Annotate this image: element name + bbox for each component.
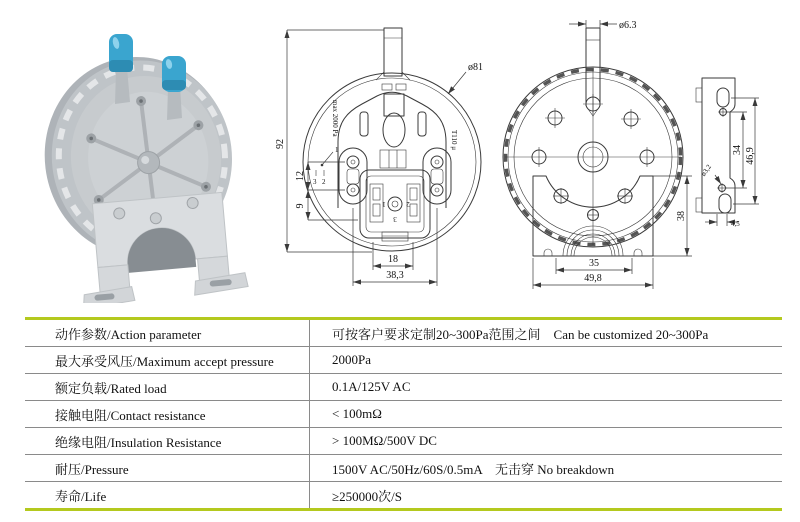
contact-schematic <box>313 146 339 186</box>
table-row <box>25 482 782 508</box>
table-row <box>25 320 782 347</box>
spec-label: 耐压/Pressure <box>25 455 310 481</box>
product-photo <box>30 8 265 303</box>
spec-label: 动作参数/Action parameter <box>25 320 310 346</box>
back-view-drawing <box>495 8 800 300</box>
spec-label: 最大承受风压/Maximum accept pressure <box>25 347 310 373</box>
table-row <box>25 455 782 482</box>
table-row <box>25 347 782 374</box>
lever-tab <box>376 28 410 80</box>
dim-9-label: 9 <box>295 203 306 209</box>
dimension-dia6-3 <box>569 20 637 31</box>
mounting-bracket <box>74 191 248 303</box>
max-pressure-marking: max 2000 Pa <box>331 100 339 137</box>
schematic-1-label: 1 <box>335 146 339 154</box>
spec-label: 绝缘电阻/Insulation Resistance <box>25 428 310 454</box>
dim-34-label: 34 <box>732 145 743 155</box>
spec-label: 寿命/Life <box>25 482 310 508</box>
spec-value: 1500V AC/50Hz/60S/0.5mA 无击穿 No breakdown <box>332 461 615 477</box>
bracket-side-view <box>696 78 735 213</box>
dim-46-9-label: 46,9 <box>745 147 756 165</box>
dimension-dia81 <box>448 62 483 94</box>
spec-label: 接触电阻/Contact resistance <box>25 401 310 427</box>
dim-18-label: 18 <box>388 254 398 265</box>
mounting-tab-right <box>423 148 451 204</box>
spec-table <box>25 317 782 511</box>
spec-value: > 100MΩ/500V DC <box>332 433 437 448</box>
schematic-3-label: 3 <box>313 178 317 186</box>
mounting-tab-left <box>339 148 367 204</box>
front-view-drawing <box>272 12 502 297</box>
terminal-3-label: 3 <box>393 215 397 223</box>
dim-dia3-2-label: ø3,2 <box>699 163 714 178</box>
dimension-34 <box>726 112 747 188</box>
dim-49-8-label: 49,8 <box>584 273 602 284</box>
spec-value: ≥250000次/S <box>332 488 402 504</box>
terminal-1-label: 1 <box>382 200 386 208</box>
dim-dia81-label: ø81 <box>468 62 483 73</box>
dim-92-label: 92 <box>275 139 286 149</box>
terminal-2-label: 2 <box>406 200 410 208</box>
dim-4-5-label: 4,5 <box>731 220 740 228</box>
table-row <box>25 401 782 428</box>
schematic-2-label: 2 <box>322 178 326 186</box>
dim-38-label: 38 <box>676 211 687 221</box>
spec-value: 可按客户要求定制20~300Pa范围之间 Can be customized 20~300Pa <box>332 326 709 342</box>
connector-block <box>360 150 430 241</box>
dimension-dia3-2 <box>699 163 721 184</box>
t110-marking: T110 μ <box>450 130 458 151</box>
spec-value: 2000Pa <box>332 352 371 367</box>
table-row <box>25 374 782 401</box>
spec-value: 0.1A/125V AC <box>332 379 411 394</box>
dim-35-label: 35 <box>589 258 599 269</box>
dimension-35 <box>556 258 632 274</box>
dim-dia6-3-label: ø6.3 <box>619 20 637 31</box>
dimension-92 <box>275 30 384 252</box>
spec-label: 额定负载/Rated load <box>25 374 310 400</box>
dim-38-3-label: 38,3 <box>386 270 404 281</box>
dim-12-label: 12 <box>295 171 306 181</box>
dimension-4-5 <box>705 214 740 228</box>
table-row <box>25 428 782 455</box>
spec-value: < 100mΩ <box>332 406 382 421</box>
